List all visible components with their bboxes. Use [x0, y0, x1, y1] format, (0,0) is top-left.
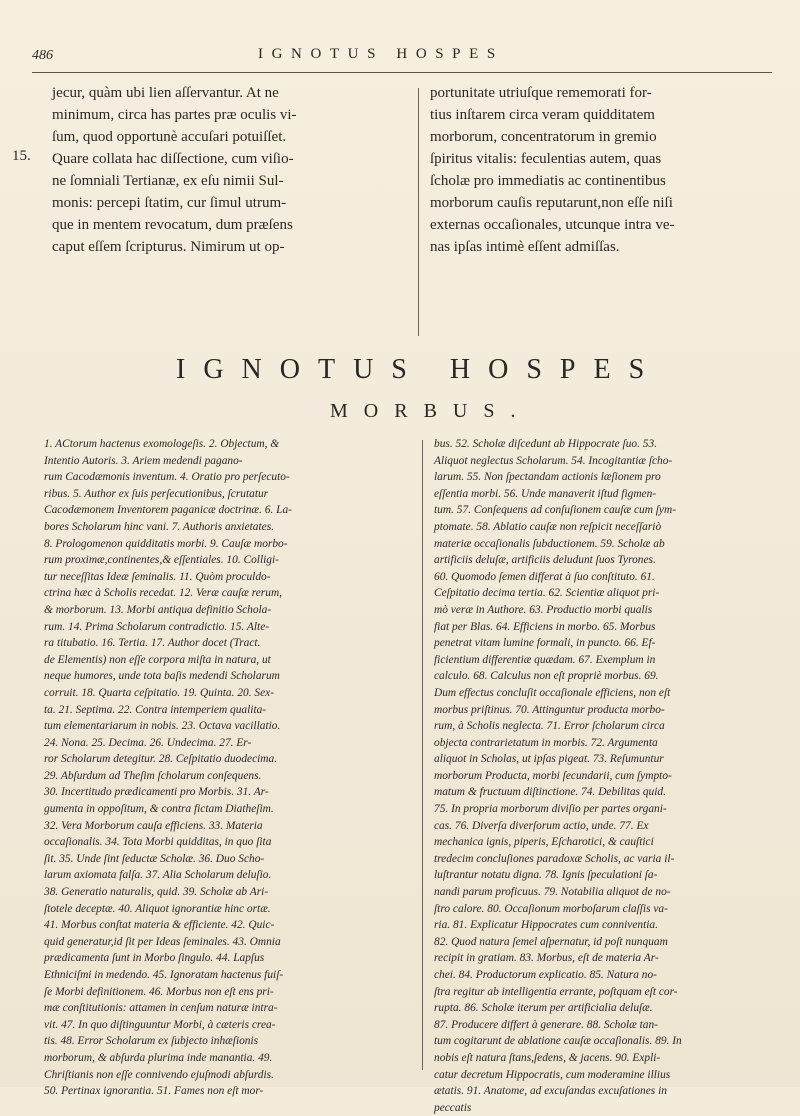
text-line: morborum cauſis reputarunt,non eſſe niſi [430, 195, 673, 211]
summary-line: recipit in gratiam. 83. Morbus, eſt de materia Ar- [434, 952, 659, 965]
summary-line: ta. 21. Septima. 22. Contra intemperiem qualita- [44, 703, 267, 716]
summary-line: 32. Vera Morborum cauſa efficiens. 33. Materia [44, 819, 263, 832]
summary-line: neque humores, unde tota baſis medendi Scholarum [44, 670, 280, 683]
summary-line: calculo. 68. Calculus non eſt propriè morbus. 69. [434, 670, 659, 683]
summary-line: & morborum. 13. Morbi antiqua definitio Schola- [44, 603, 272, 616]
summary-line: 82. Quod natura ſemel aſpernatur, id poſt nunquam [434, 935, 668, 948]
summary-line: ror Scholarum detegitur. 28. Ceſpitatio duodecima. [44, 753, 278, 766]
summary-line: Ethniciſmi in medendo. 45. Ignoratam hactenus fuiſ- [44, 969, 284, 981]
summary-line: mæ conſtitutionis: attamen in cenſum naturæ intra- [44, 1002, 278, 1015]
summary-line: Ceſpitatio decima tertia. 62. Scientiæ aliquot pri- [434, 587, 660, 600]
summary-line: 30. Incertitudo prædicamenti pro Morbis. 31. Ar- [44, 786, 269, 799]
summary-line: chei. 84. Productorum explicatio. 85. Natura no- [434, 969, 657, 981]
summary-line: peccatis [434, 1101, 472, 1114]
summary-line: Chriſtianis non eſſe connivendo ejuſmodi abſurdis. [44, 1068, 274, 1081]
summary-line: rupta. 86. Scholæ iterum per artificialia deluſæ. [434, 1002, 653, 1015]
text-line: ſpiritus vitalis: feculentias autem, quas [430, 151, 662, 167]
summary-line: Cacodæmonem Inventorem paganicæ doctrinæ. 6. La- [44, 504, 292, 517]
summary-line: 1. ACtorum hactenus exomologeſis. 2. Objectum, & [44, 438, 280, 450]
text-line: ne ſomniali Tertianæ, ex eſu nimii Sul- [52, 173, 284, 189]
summary-line: catur decretum Hippocratis, cum moderamine illius [434, 1068, 671, 1081]
summary-line: ribus. 5. Author ex ſuis perſecutionibus, ſcrutatur [44, 487, 269, 500]
summary-line: rum. 14. Prima Scholarum contradictio. 15. Alte- [44, 620, 270, 633]
summary-line: larum axiomata falſa. 37. Alia Scholarum deluſio. [44, 869, 272, 882]
summary-line: vit. 47. In quo diſtinguuntur Morbi, à cæteris crea- [44, 1018, 276, 1031]
summary-line: morbus priſtinus. 70. Attinguntur producta morbo- [434, 703, 665, 716]
summary-line: aliquot in Scholas, ut ipſas pigeat. 73. Reſumuntur [434, 753, 664, 766]
summary-line: ſtro calore. 80. Occaſionum morboſarum claſſis va- [434, 902, 668, 915]
chapter-summary [44, 436, 780, 1114]
text-line: tius inſtarem circa veram quidditatem [430, 107, 655, 123]
text-line: minimum, circa has partes præ oculis vi- [52, 107, 297, 123]
summary-line: fiat per Blas. 64. Efficiens in morbo. 65. Morbus [434, 620, 656, 633]
summary-line: mò veræ in Authore. 63. Productio morbi qualis [434, 603, 653, 616]
summary-line: rum, à Scholis neglecta. 71. Error ſcholarum circa [434, 720, 665, 733]
text-line: jecur, quàm ubi lien aſſervantur. At ne [52, 85, 279, 101]
header-rule [32, 72, 772, 73]
summary-line: 24. Nona. 25. Decima. 26. Undecima. 27. Er- [44, 736, 252, 749]
summary-line: ſtra regitur ab intelligentia errante, poſtquam eſt cor- [434, 985, 678, 998]
summary-line: nobis eſt natura ſtans,ſedens, & jacens. 90. Expli- [434, 1051, 661, 1064]
summary-line: ptomate. 58. Ablatio cauſæ non reſpicit neceſſariò [434, 520, 662, 533]
summary-line: 75. In propria morborum diviſio per partes organi- [434, 803, 667, 816]
summary-line: prædicamenta ſunt in Morbo ſingulo. 44. Lapſus [44, 952, 265, 965]
summary-line: ſe Morbi definitionem. 46. Morbus non eſt ens pri- [44, 985, 274, 998]
summary-column-divider [422, 440, 423, 1070]
text-line: ſum, quod opportunè accuſari potuiſſet. [52, 129, 287, 145]
text-line: portunitate utriuſque rememorati for- [430, 85, 652, 101]
summary-line: tredecim concluſiones paradoxæ Scholis, ac varia il- [434, 852, 675, 865]
summary-line: tum elementariarum in nobis. 23. Octava vacillatio. [44, 720, 281, 733]
summary-line: rum Cacodæmonis inventum. 4. Oratio pro perſecuto- [44, 471, 290, 484]
summary-line: 60. Quomodo ſemen differat à ſuo conſtituto. 61. [434, 570, 655, 583]
text-line: caput eſſem ſcripturus. Nimirum ut op- [52, 239, 285, 255]
summary-line: corruit. 18. Quarta ceſpitatio. 19. Quinta. 20. Sex- [44, 686, 275, 699]
text-line: morborum, concentratorum in gremio [430, 129, 657, 145]
text-line: Quare collata hac diſſectione, cum viſio- [52, 151, 294, 167]
summary-line: ſit. 35. Unde ſint ſeductæ Scholæ. 36. Duo Scho- [44, 852, 265, 865]
summary-line: larum. 55. Non ſpectandam actionis læſionem pro [434, 471, 661, 484]
summary-line: ctrina hæc à Scholis recedat. 12. Veræ cauſæ rerum, [44, 587, 283, 600]
summary-line: Aliquot neglectus Scholarum. 54. Incogitantiæ ſcho- [434, 454, 673, 467]
summary-line: 87. Producere differt à generare. 88. Scholæ tan- [434, 1018, 658, 1031]
summary-line: de Elementis) non eſſe corpora miſta in natura, ut [44, 653, 271, 666]
summary-line: cas. 76. Diverſa diverſorum actio, unde. 77. Ex [434, 819, 649, 832]
summary-line: 38. Generatio naturalis, quid. 39. Scholæ ab Ari- [44, 886, 269, 899]
summary-line: 41. Morbus conſtat materia & efficiente. 42. Quic- [44, 919, 275, 932]
summary-line: morborum Producta, morbi ſecundarii, cum ſympto- [434, 769, 672, 782]
summary-line: bus. 52. Scholæ diſcedunt ab Hippocrate ſuo. 53. [434, 438, 658, 450]
summary-line: tum cogitarunt de ablatione cauſæ occaſionalis. 89. In [434, 1035, 682, 1048]
text-line: que in mentem revocatum, dum præſens [52, 217, 293, 233]
summary-line: ficientium differentiæ quædam. 67. Exemplum in [434, 653, 656, 666]
summary-line: gumenta in oppoſitum, & contra fictam Diatheſim. [44, 803, 274, 816]
page-number: 486 [32, 48, 53, 63]
text-line: nas ipſas intimè eſſent admiſſas. [430, 239, 620, 255]
summary-line: nandi parum proficuus. 79. Notabilia aliquot de no- [434, 886, 671, 899]
summary-line: luſtrantur notatu digna. 78. Ignis ſpeculationi ſa- [434, 869, 658, 882]
summary-line: 50. Pertinax ignorantia. 51. Fames non eſt mor- [44, 1085, 264, 1098]
section-subtitle: MORBUS. [330, 400, 532, 422]
text-line: ſcholæ pro immediatis ac continentibus [430, 173, 666, 189]
text-column-right [430, 82, 778, 258]
summary-line: penetrat vitam lumine formali, in puncto. 66. Ef- [434, 637, 656, 650]
running-head [32, 44, 792, 70]
summary-line: artificiis deluſæ, artificiis deludunt ſuos Tyrones. [434, 554, 656, 567]
summary-line: ætatis. 91. Anatome, ad excuſandas excuſationes in [434, 1085, 667, 1098]
summary-line: mechanica ignis, piperis, Eſcharotici, & cauſtici [434, 836, 654, 849]
summary-line: Dum effectus concluſit occaſionale efficiens, non eſt [434, 686, 671, 699]
summary-line: ra titubatio. 16. Tertia. 17. Author docet (Tract. [44, 637, 261, 650]
paragraph-margin-number: 15. [12, 148, 31, 164]
summary-line: eſſentia morbi. 56. Unde manaverit iſtud figmen- [434, 487, 657, 500]
summary-line: 29. Abſurdum ad Theſim ſcholarum conſequens. [44, 769, 262, 782]
text-line: monis: percepi ſtatim, cur ſimul utrum- [52, 195, 287, 211]
summary-line: occaſionalis. 34. Tota Morbi quidditas, in quo ſita [44, 836, 272, 849]
summary-line: 8. Prologomenon quidditatis morbi. 9. Cauſæ morbo- [44, 537, 288, 550]
summary-line: morborum, & abſurda plurima inde manantia. 49. [44, 1051, 273, 1064]
summary-line: rum proximæ,continentes,& eſſentiales. 10. Colligi- [44, 554, 279, 567]
summary-line: matum & fructuum diſtinctione. 74. Debilitas quid. [434, 786, 666, 799]
summary-column-left [44, 436, 410, 1100]
summary-line: tum. 57. Conſequens ad conſuſionem cauſæ cum ſym- [434, 504, 677, 517]
summary-line: bores Scholarum hinc vani. 7. Authoris anxietates. [44, 520, 275, 533]
section-title: IGNOTUS HOSPES [176, 354, 663, 385]
summary-line: Intentio Autoris. 3. Ariem medendi pagano- [44, 454, 243, 467]
summary-line: objecta contrarietatum in morbis. 72. Argumenta [434, 736, 658, 749]
summary-line: ſtotele deceptæ. 40. Aliquot ignorantiæ hinc ortæ. [44, 902, 271, 915]
summary-line: quid generatur,id ſit per Ideas ſeminales. 43. Omnia [44, 935, 281, 948]
column-divider [418, 88, 419, 336]
running-title: IGNOTUS HOSPES [258, 46, 504, 62]
summary-line: ria. 81. Explicatur Hippocrates cum conniventia. [434, 919, 658, 932]
summary-line: tur neceſſitas Ideæ ſeminalis. 11. Quòm proculdo- [44, 570, 271, 583]
summary-column-right [434, 436, 780, 1116]
text-column-left [52, 82, 408, 258]
text-line: externas occaſionales, utcunque intra ve- [430, 217, 675, 233]
summary-line: tis. 48. Error Scholarum ex ſubjecto inhæſionis [44, 1035, 259, 1048]
summary-line: materiæ occaſionalis ſubductionem. 59. Scholæ ab [434, 537, 665, 550]
continued-text [12, 82, 778, 354]
